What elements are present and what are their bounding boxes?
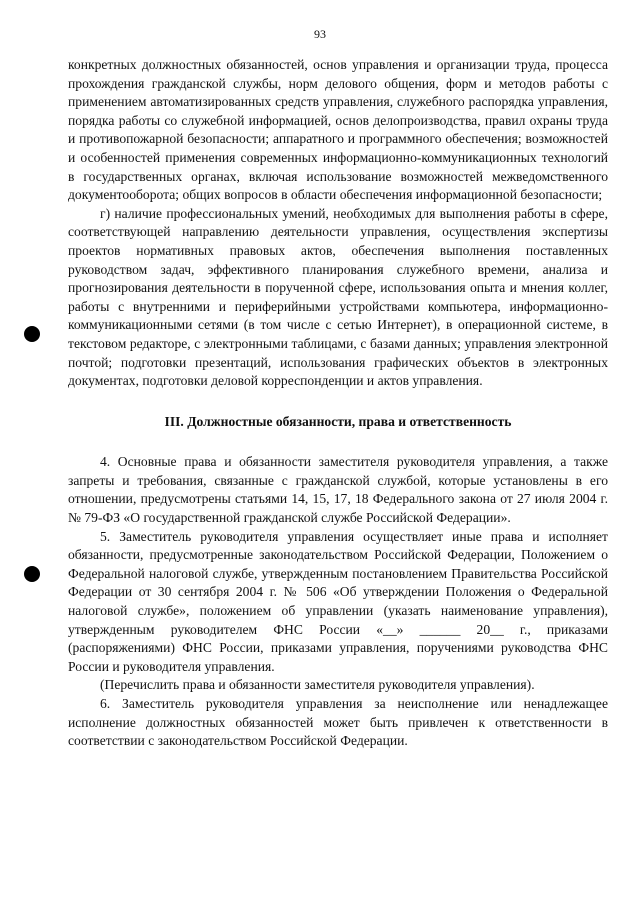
punch-hole-mark [24, 326, 40, 342]
page-number: 93 [314, 27, 326, 41]
paragraph-skills: г) наличие профессиональных умений, необходимых для выполнения работы в сфере, соответствующей направлению деятельности управления, осуществления экспертизы проектов нормативных правовых актов, обеспечения выполнения поставленных руководством задач, эффективного планирования служебного времени, анализа и прогнозирования деятельности в порученной сфере, использования опыта и мнения коллег, работы с внутренними и периферийными устройствами компьютера, информационно-коммуникационными сетями (в том числе с сетью Интернет), в операционной системе, в текстовом редакторе, с электронными таблицами, с базами данных; управления электронной почтой; подготовки презентаций, использования графических объектов в электронных документах, подготовки деловой корреспонденции и актов управления. [68, 205, 608, 389]
section-heading: III. Должностные обязанности, права и ответственность [164, 413, 512, 429]
document-body [68, 56, 608, 751]
paragraph-item-6: 6. Заместитель руководителя управления за неисполнение или ненадлежащее исполнение должностных обязанностей может быть привлечен к ответственности в соответствии с законодательством Российской Федерации. [68, 696, 608, 749]
paragraph-list-note: (Перечислить права и обязанности заместителя руководителя управления). [100, 677, 535, 693]
punch-hole-mark [24, 566, 40, 582]
paragraph-knowledge-continued: конкретных должностных обязанностей, основ управления и организации труда, процесса прохождения гражданской службы, норм делового общения, форм и методов работы с применением автоматизированных средств управления, служебного распорядка управления, порядка работы со служебной информацией, основ делопроизводства, правил охраны труда и противопожарной безопасности; аппаратного и программного обеспечения; возможностей и особенностей применения современных информационно-коммуникационных технологий в государственных органах, включая использование возможностей межведомственного документооборота; общих вопросов в области обеспечения информационной безопасности; [68, 57, 608, 203]
paragraph-item-5: 5. Заместитель руководителя управления осуществляет иные права и исполняет обязанности, предусмотренные законодательством Российской Федерации, Положением о Федеральной налоговой службе, утвержденным постановлением Правительства Российской Федерации от 30 сентября 2004 г. № 506 «Об утверждении Положения о Федеральной налоговой службе», положением об управлении (указать наименование управления), утвержденным руководителем ФНС России «__» ______ 20__ г., приказами (распоряжениями) ФНС России, приказами управления, поручениями руководства ФНС России и руководителя управления. [68, 528, 608, 674]
paragraph-item-4: 4. Основные права и обязанности заместителя руководителя управления, а также запреты и требования, связанные с гражданской службой, которые установлены в его отношении, предусмотрены статьями 14, 15, 17, 18 Федерального закона от 27 июля 2004 г. № 79-ФЗ «О государственной гражданской службе Российской Федерации». [68, 454, 608, 526]
